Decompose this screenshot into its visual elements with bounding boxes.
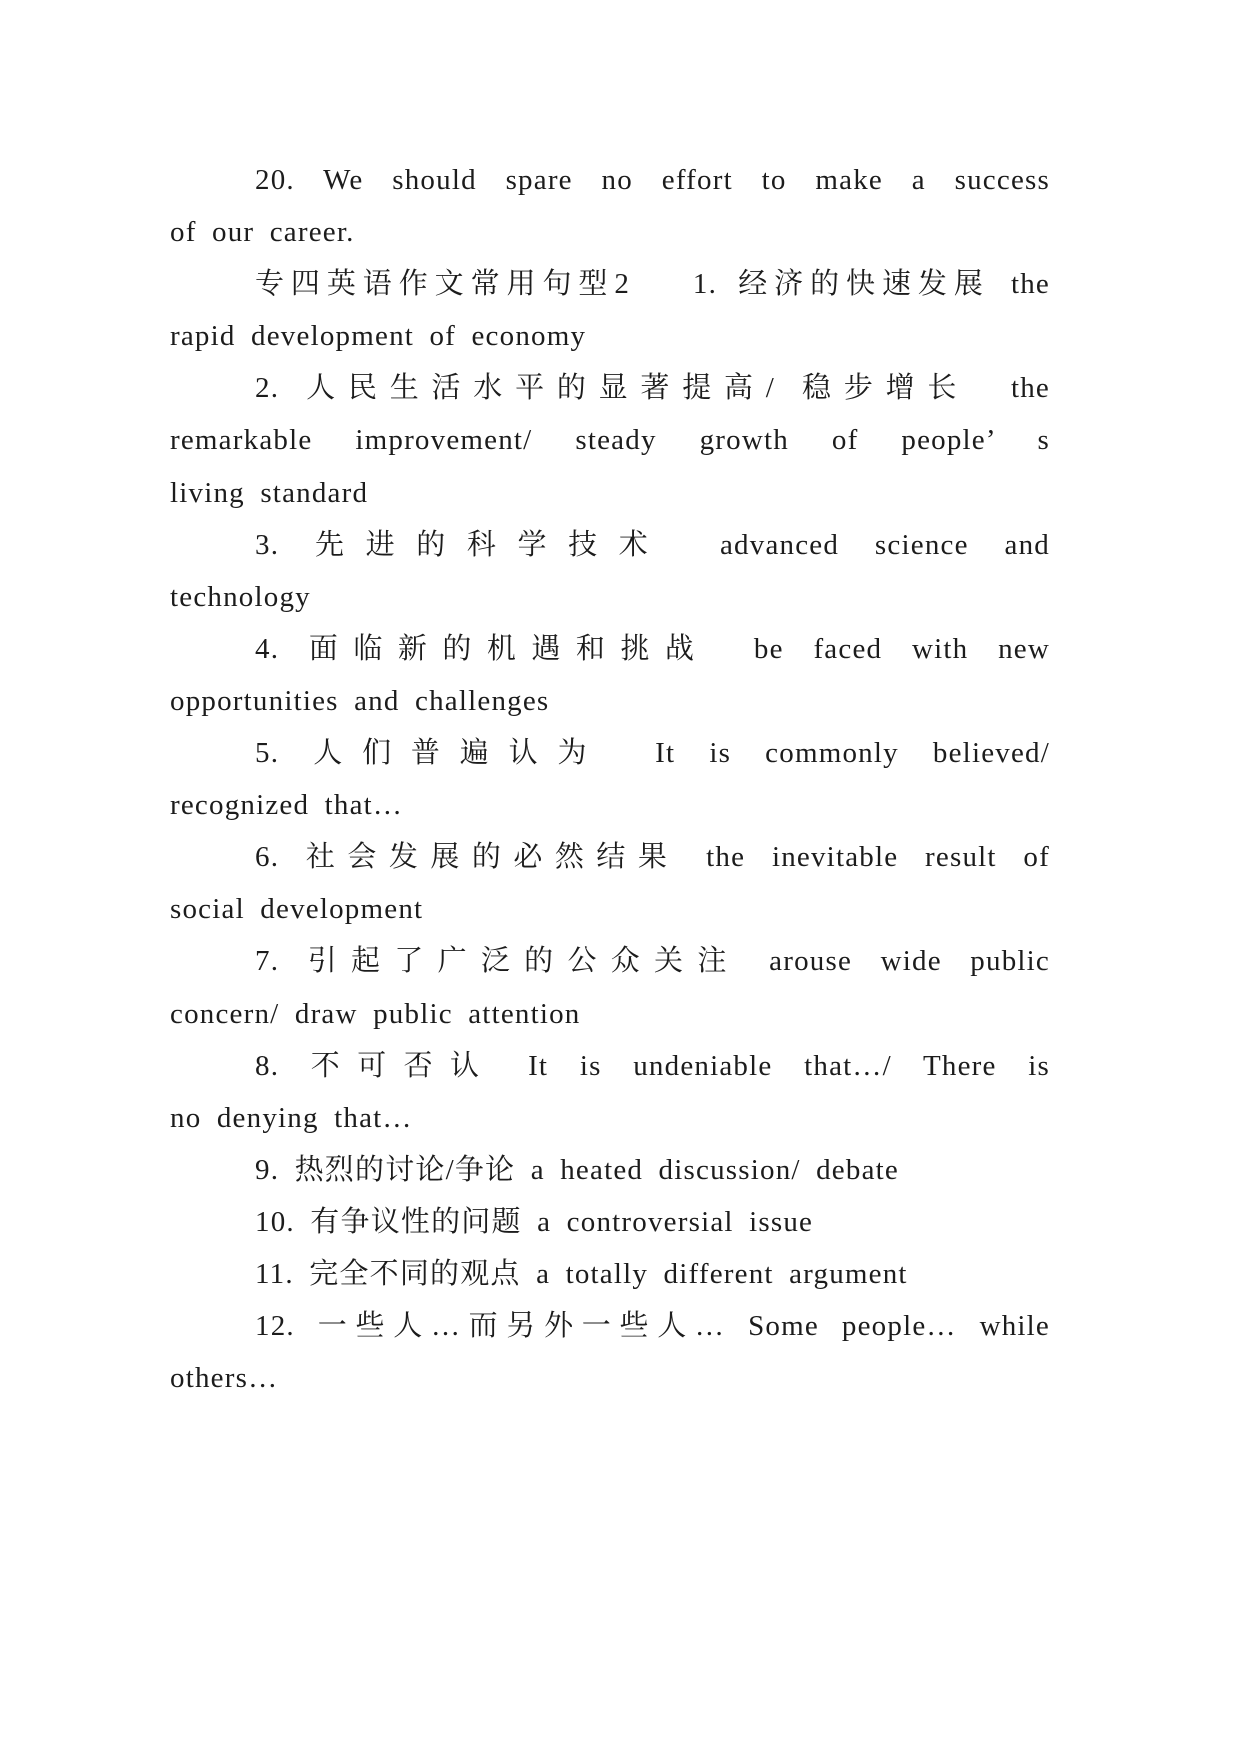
text-line: 7. 引起了广泛的公众关注 arouse wide public bbox=[255, 945, 1050, 978]
text-line: 专四英语作文常用句型2 1. 经济的快速发展 the bbox=[255, 268, 1050, 301]
text-line: of our career. bbox=[170, 216, 355, 249]
text-line: living standard bbox=[170, 476, 369, 509]
text-line: 8. 不可否认 It is undeniable that…/ There is bbox=[255, 1049, 1050, 1082]
text-line: 9. 热烈的讨论/争论 a heated discussion/ debate bbox=[255, 1153, 899, 1186]
text-line: remarkable improvement/ steady growth of people’ s bbox=[170, 424, 1050, 457]
text-line: recognized that… bbox=[170, 789, 404, 822]
text-line: no denying that… bbox=[170, 1101, 413, 1134]
text-line: 2. 人民生活水平的显著提高/ 稳步增长 the bbox=[255, 372, 1050, 405]
text-line: concern/ draw public attention bbox=[170, 997, 581, 1030]
text-line: others… bbox=[170, 1362, 279, 1395]
text-line: 10. 有争议性的问题 a controversial issue bbox=[255, 1205, 814, 1238]
text-line: 11. 完全不同的观点 a totally different argument bbox=[255, 1257, 908, 1290]
text-line: social development bbox=[170, 893, 424, 926]
text-line: 20. We should spare no effort to make a success bbox=[255, 164, 1050, 196]
document-text-block bbox=[170, 154, 1050, 1404]
text-line: 5. 人们普遍认为 It is commonly believed/ bbox=[255, 737, 1050, 770]
text-line: 4. 面临新的机遇和挑战 be faced with new bbox=[255, 632, 1050, 665]
text-line: technology bbox=[170, 580, 311, 613]
text-line: 12. 一些人…而另外一些人… Some people… while bbox=[255, 1310, 1050, 1343]
text-line: 6. 社会发展的必然结果 the inevitable result of bbox=[255, 841, 1050, 874]
text-line: 3. 先进的科学技术 advanced science and bbox=[255, 528, 1050, 561]
text-line: opportunities and challenges bbox=[170, 684, 550, 717]
text-line: rapid development of economy bbox=[170, 320, 587, 353]
